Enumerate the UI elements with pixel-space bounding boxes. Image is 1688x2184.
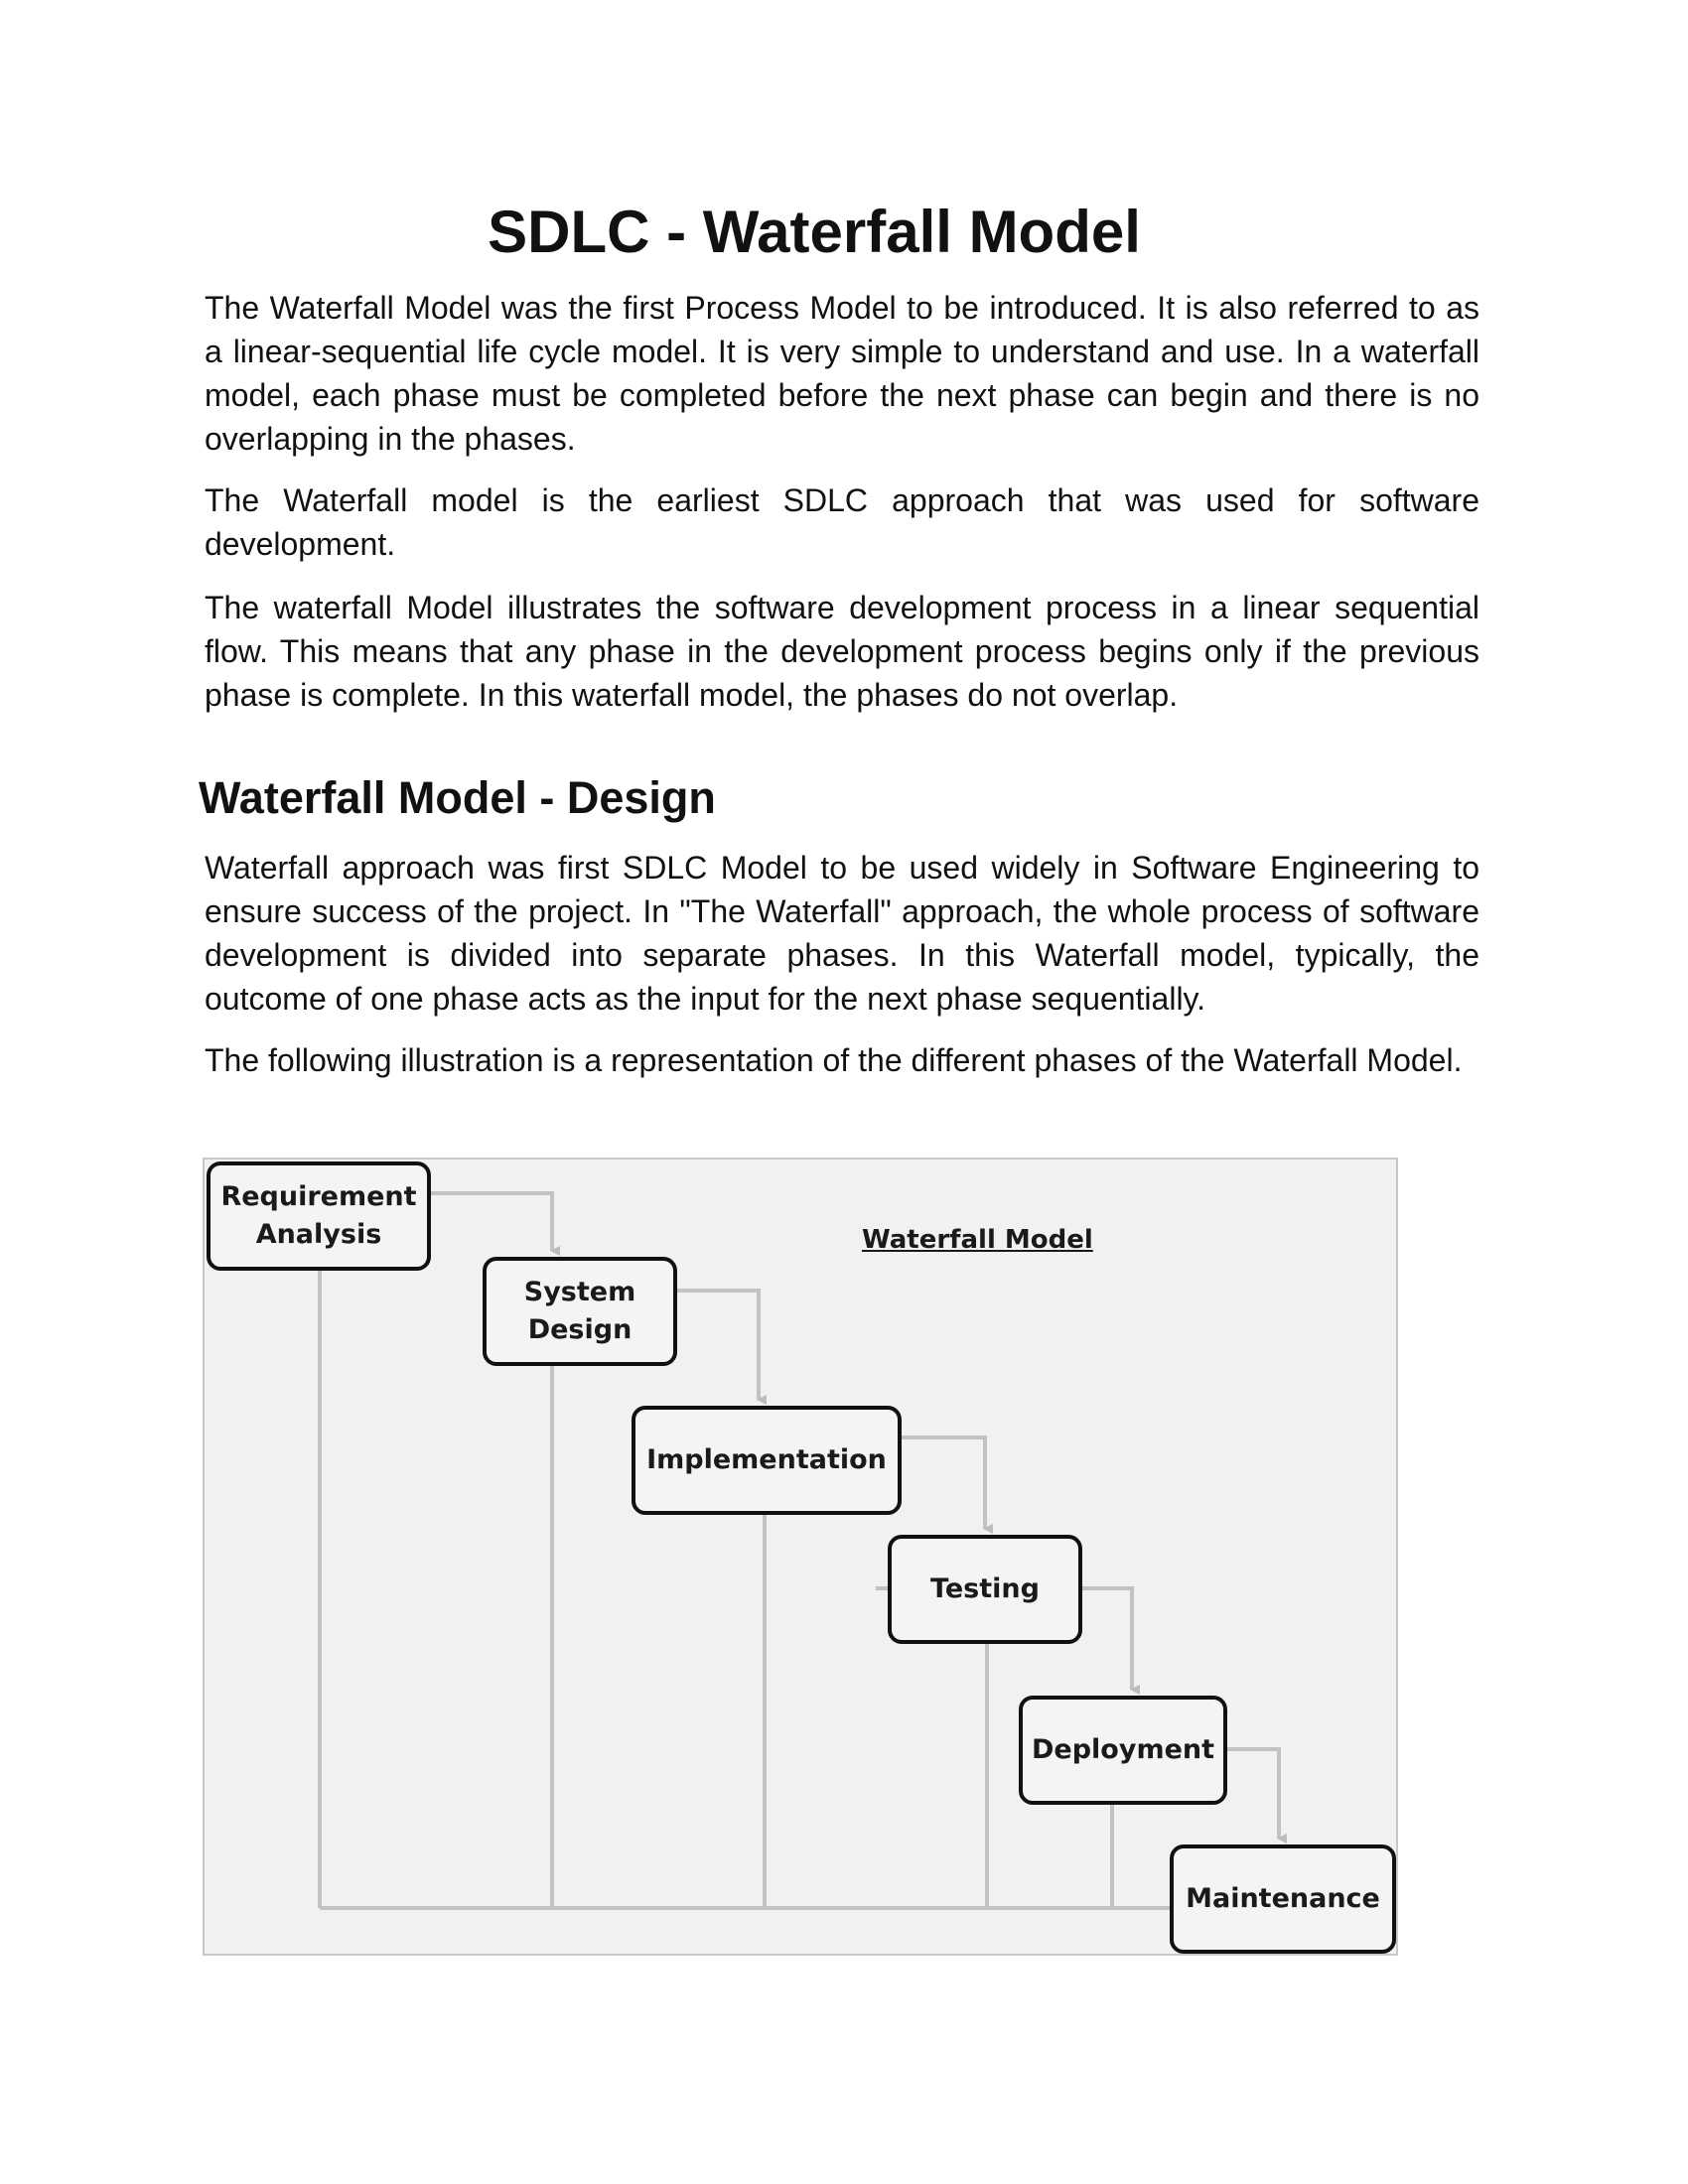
phase-design-label-line2: Design	[527, 1314, 633, 1345]
phase-requirement-label-line1: Requirement	[220, 1181, 417, 1212]
phase-system-design	[483, 1257, 677, 1366]
page-title: SDLC - Waterfall Model	[488, 199, 1141, 265]
phase-deployment: Deployment	[1019, 1696, 1227, 1805]
waterfall-diagram	[203, 1158, 1398, 1956]
phase-maintenance: Maintenance	[1170, 1844, 1396, 1954]
intro-paragraph-3: The waterfall Model illustrates the software development process in a linear sequential flow. This means that any phase in the development process begins only if the previous phase is complete. In this waterfall model, the phases do not overlap.	[205, 590, 1479, 713]
phase-testing: Testing	[888, 1535, 1082, 1644]
section-heading: Waterfall Model - Design	[199, 772, 716, 823]
diagram-title: Waterfall Model	[862, 1225, 1093, 1255]
design-paragraph-1: Waterfall approach was first SDLC Model to be used widely in Software Engineering to ensure success of the project. In "The Waterfall" approach, the whole process of software development is divided into separate phases. In this Waterfall model, typically, the outcome of one phase acts as the input for the next phase sequentially.	[205, 850, 1479, 1017]
intro-paragraph-1: The Waterfall Model was the first Process Model to be introduced. It is also referred to as a linear-sequential life cycle model. It is very simple to understand and use. In a waterfall model, each phase must be completed before the next phase can begin and there is no overlapping in the phases.	[205, 290, 1479, 457]
connector-lines	[205, 1160, 1396, 1954]
phase-requirement-label-line2: Analysis	[255, 1219, 382, 1250]
phase-implementation: Implementation	[632, 1406, 902, 1515]
phase-requirement-analysis	[207, 1161, 431, 1271]
intro-paragraph-2: The Waterfall model is the earliest SDLC approach that was used for software development.	[205, 482, 1479, 562]
design-paragraph-2: The following illustration is a representation of the different phases of the Waterfall Model.	[205, 1042, 1463, 1078]
phase-design-label-line1: System	[523, 1277, 636, 1307]
connector-requirement-design	[431, 1193, 552, 1251]
